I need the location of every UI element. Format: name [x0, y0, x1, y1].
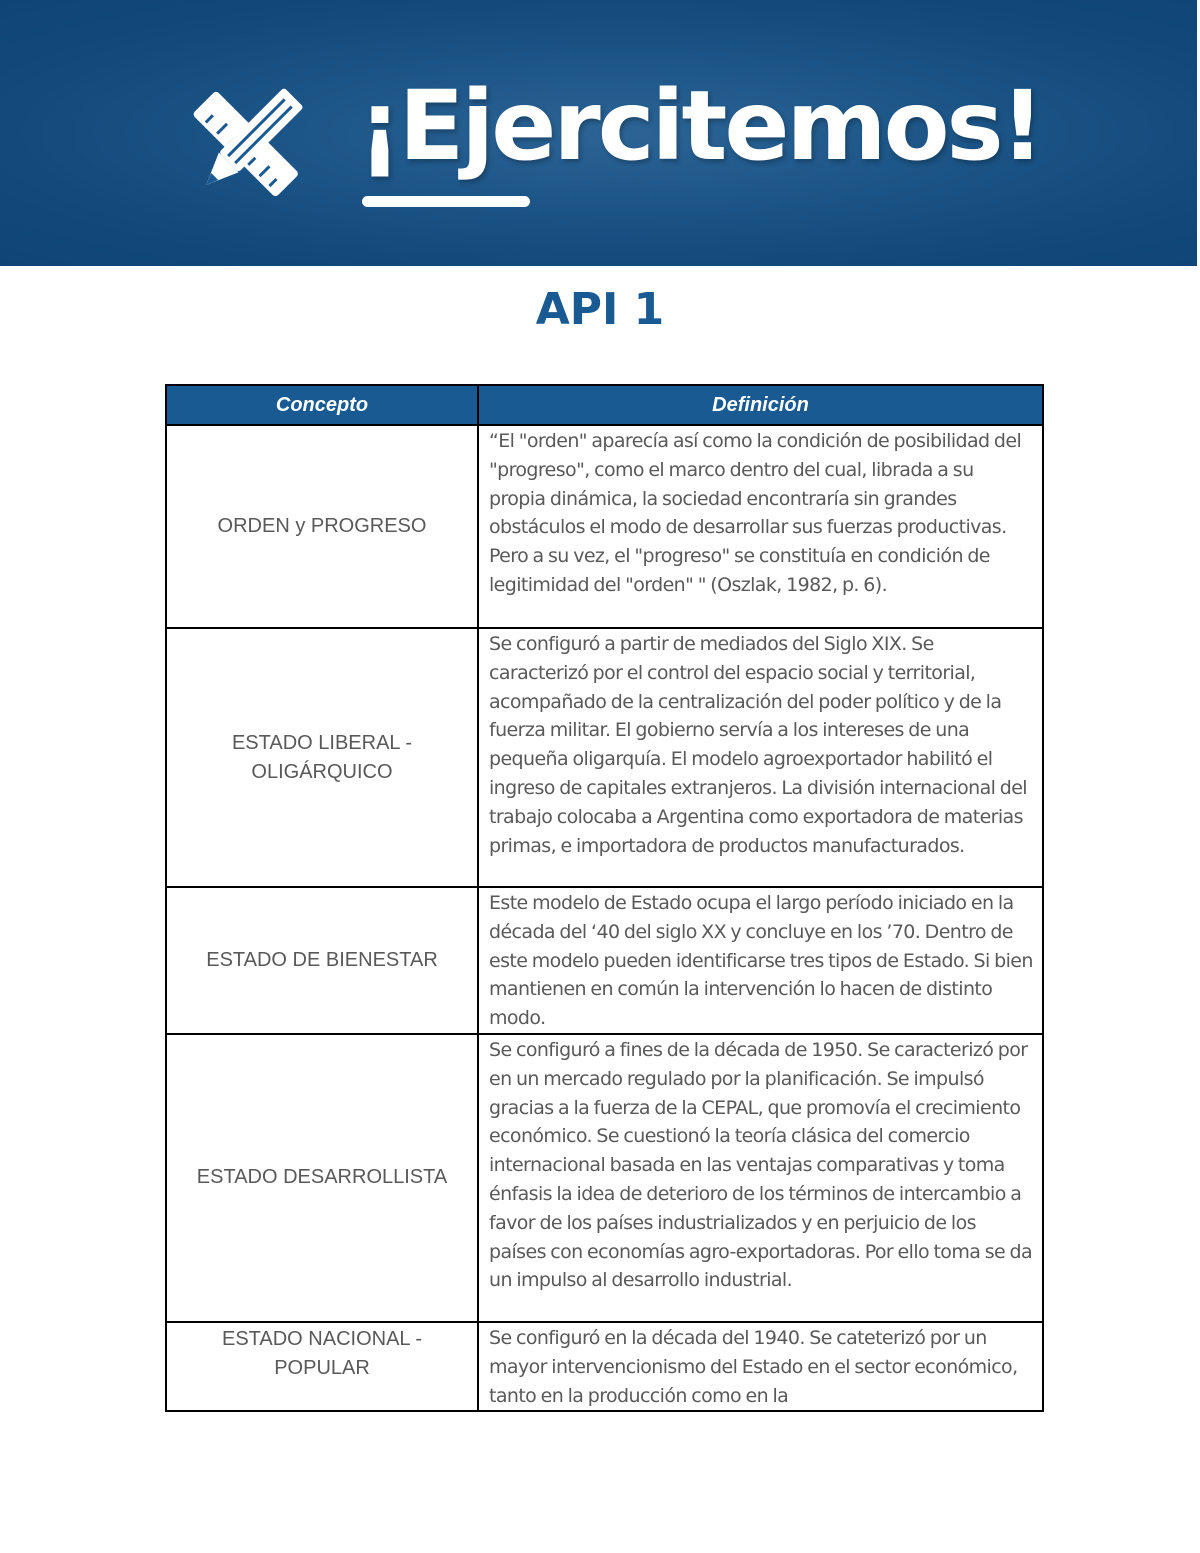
banner-underline	[362, 196, 530, 207]
concept-cell: ESTADO NACIONAL - POPULAR	[166, 1322, 478, 1411]
table-row	[166, 1322, 1043, 1411]
concept-cell: ESTADO DESARROLLISTA	[166, 1034, 478, 1322]
concept-definition-table	[165, 384, 1044, 1412]
table-row	[166, 628, 1043, 887]
concept-cell: ORDEN y PROGRESO	[166, 425, 478, 628]
header-banner	[0, 0, 1197, 266]
definition-cell: Se configuró a partir de mediados del Siglo XIX. Se caracterizó por el control del espacio social y territorial, acompañado de la centralización del poder político y de la fuerza militar. El gobierno servía a los intereses de una pequeña oligarquía. El modelo agroexportador habilitó el ingreso de capitales extranjeros. La división internacional del trabajo colocaba a Argentina como exportadora de materias primas, e importadora de productos manufacturados.	[478, 628, 1043, 887]
table-header-row	[166, 385, 1043, 425]
concept-cell: ESTADO DE BIENESTAR	[166, 887, 478, 1034]
page-title: API 1	[535, 284, 665, 335]
definition-cell: “El "orden" aparecía así como la condición de posibilidad del "progreso", como el marco dentro del cual, librada a su propia dinámica, la sociedad encontraría sin grandes obstáculos el modo de desarrollar sus fuerzas productivas. Pero a su vez, el "progreso" se constituía en condición de legitimidad del "orden" " (Oszlak, 1982, p. 6).	[478, 425, 1043, 628]
banner-title: ¡Ejercitemos!	[358, 70, 1042, 182]
column-header-concept: Concepto	[166, 385, 478, 425]
concept-cell: ESTADO LIBERAL - OLIGÁRQUICO	[166, 628, 478, 887]
definition-cell: Se configuró a fines de la década de 1950. Se caracterizó por en un mercado regulado por la planificación. Se impulsó gracias a la fuerza de la CEPAL, que promovía el crecimiento económico. Se cuestionó la teoría clásica del comercio internacional basada en las ventajas comparativas y toma énfasis la idea de deterioro de los términos de intercambio a favor de los países industrializados y en perjuicio de los países con economías agro-exportadoras. Por ello toma se da un impulso al desarrollo industrial.	[478, 1034, 1043, 1322]
definition-cell: Se configuró en la década del 1940. Se cateterizó por un mayor intervencionismo del Estado en el sector económico, tanto en la producción como en la	[478, 1322, 1043, 1411]
table-row	[166, 887, 1043, 1034]
table-row	[166, 425, 1043, 628]
definition-cell: Este modelo de Estado ocupa el largo período iniciado en la década del ‘40 del siglo XX y concluye en los ’70. Dentro de este modelo pueden identificarse tres tipos de Estado. Si bien mantienen en común la intervención lo hacen de distinto modo.	[478, 887, 1043, 1034]
column-header-definition: Definición	[478, 385, 1043, 425]
table-row	[166, 1034, 1043, 1322]
pencil-ruler-tools-icon	[190, 82, 310, 207]
